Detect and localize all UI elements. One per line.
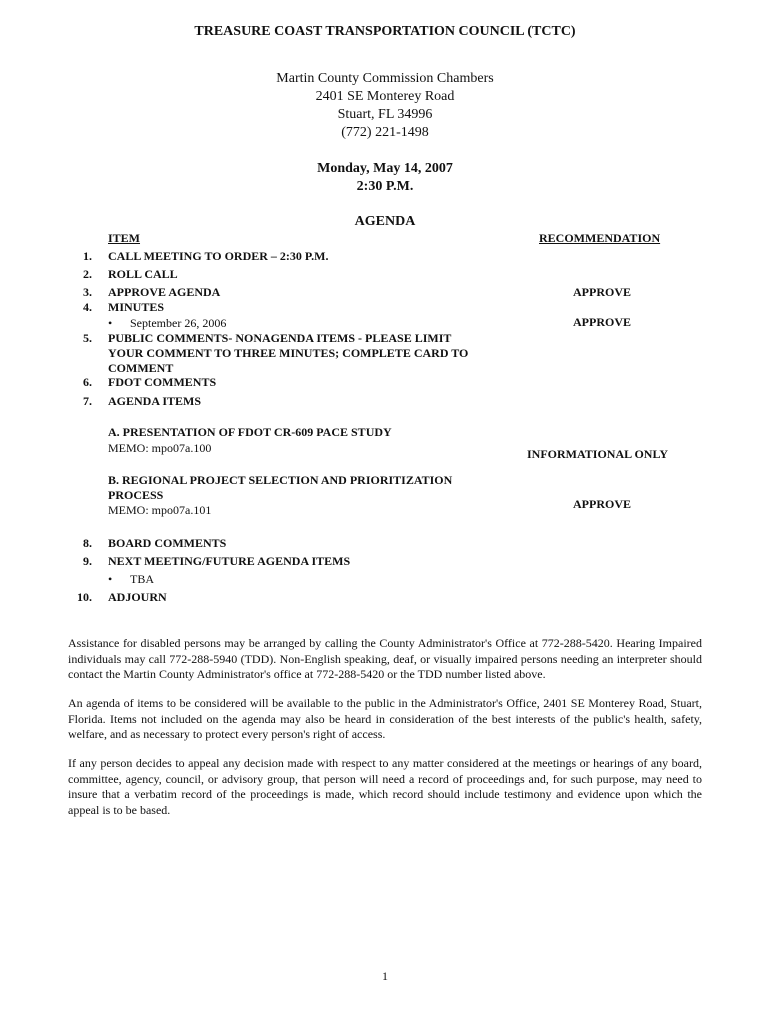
subitem-a-title: A. PRESENTATION OF FDOT CR-609 PACE STUDY (108, 425, 392, 439)
item-adjourn: ADJOURN (108, 590, 167, 604)
subitem-b-title (108, 473, 452, 503)
recommendation-subitem-b: APPROVE (573, 497, 631, 511)
minutes-bullet (108, 316, 226, 331)
item-number: 8. (83, 536, 92, 550)
public-comments-line: YOUR COMMENT TO THREE MINUTES; COMPLETE CARD TO (108, 346, 469, 360)
item-call-to-order: CALL MEETING TO ORDER – 2:30 P.M. (108, 249, 329, 263)
subitem-b-title-line: PROCESS (108, 488, 164, 502)
item-agenda-items: AGENDA ITEMS (108, 394, 202, 408)
bullet-icon: • (108, 316, 113, 330)
page-number: 1 (382, 969, 388, 983)
agenda-heading: AGENDA (354, 214, 416, 229)
item-number: 5. (83, 331, 92, 345)
subitem-b-title-line: B. REGIONAL PROJECT SELECTION AND PRIORITIZATION (108, 473, 453, 487)
item-approve-agenda: APPROVE AGENDA (108, 285, 221, 299)
availability-notice: An agenda of items to be considered will be available to the public in the Administrator's Office, 2401 SE Monterey Road, Stuart, Florida. Items not included on the agenda may also be heard in consideration of the best interests of the public's health, safety, welfare, and as necessary to protect every person's right of access. (68, 696, 702, 741)
location-phone: (772) 221-1498 (341, 125, 429, 140)
public-comments-line: COMMENT (108, 361, 174, 375)
next-meeting-bullet (108, 572, 154, 587)
item-next-meeting: NEXT MEETING/FUTURE AGENDA ITEMS (108, 554, 351, 568)
appeal-notice: If any person decides to appeal any decision made with respect to any matter considered at the meetings or hearings of any board, committee, agency, council, or advisory group, that person will need a record of proceedings and, for such purpose, may need to insure that a verbatim record of the proceedings is made, which record should include testimony and evidence upon which the appeal is to be based. (68, 756, 702, 817)
subitem-b-memo: MEMO: mpo07a.101 (108, 503, 212, 517)
item-number: 3. (83, 285, 92, 299)
item-number: 9. (83, 554, 92, 568)
item-number: 10. (77, 590, 92, 604)
subitem-a-memo: MEMO: mpo07a.100 (108, 441, 212, 455)
meeting-date: Monday, May 14, 2007 (317, 161, 453, 176)
location-city: Stuart, FL 34996 (337, 107, 433, 122)
item-public-comments (108, 331, 468, 376)
public-comments-line: PUBLIC COMMENTS- NONAGENDA ITEMS - PLEASE LIMIT (108, 331, 452, 345)
document-title: TREASURE COAST TRANSPORTATION COUNCIL (TCTC) (194, 24, 576, 39)
location-name: Martin County Commission Chambers (276, 71, 494, 86)
location-street: 2401 SE Monterey Road (315, 89, 455, 104)
next-meeting-tba: TBA (130, 572, 154, 586)
meeting-time: 2:30 P.M. (356, 179, 414, 194)
bullet-icon: • (108, 572, 113, 586)
item-fdot-comments: FDOT COMMENTS (108, 375, 217, 389)
recommendation-column-header: RECOMMENDATION (539, 231, 661, 245)
minutes-date: September 26, 2006 (130, 316, 227, 330)
item-minutes: MINUTES (108, 300, 165, 314)
item-roll-call: ROLL CALL (108, 267, 178, 281)
item-number: 6. (83, 375, 92, 389)
item-number: 1. (83, 249, 92, 263)
item-board-comments: BOARD COMMENTS (108, 536, 227, 550)
item-number: 2. (83, 267, 92, 281)
accessibility-notice: Assistance for disabled persons may be arranged by calling the County Administrator's Office at 772-288-5420. Hearing Impaired individuals may call 772-288-5940 (TDD). Non-English speaking, deaf, or visually impaired persons needing an interpreter should contact the Martin County Administrator's office at 772-288-5420 or the TDD number listed above. (68, 636, 702, 681)
recommendation-approve-agenda: APPROVE (573, 285, 631, 299)
item-column-header: ITEM (108, 231, 141, 245)
item-number: 7. (83, 394, 92, 408)
item-number: 4. (83, 300, 92, 314)
recommendation-minutes: APPROVE (573, 315, 631, 329)
recommendation-subitem-a: INFORMATIONAL ONLY (527, 447, 669, 461)
